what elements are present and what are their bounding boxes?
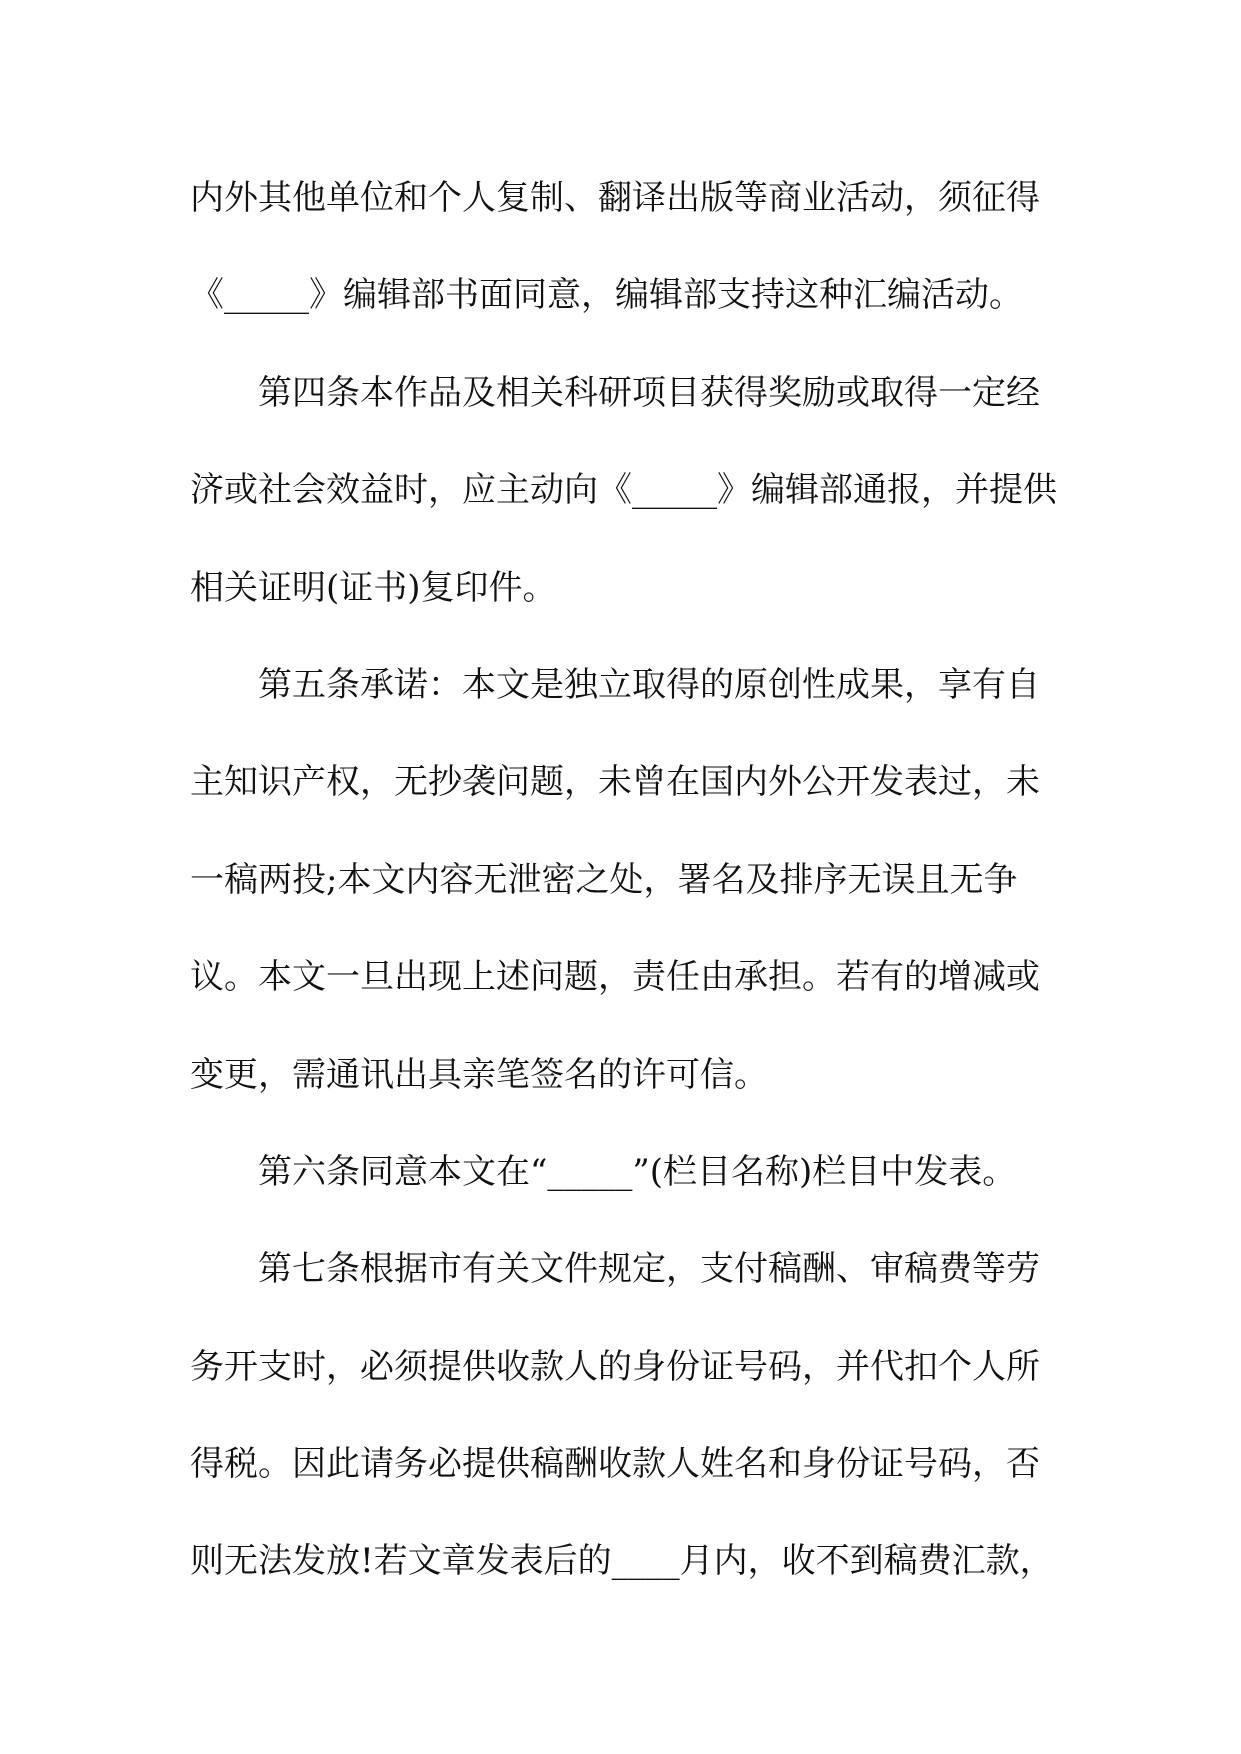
text-line: 第六条同意本文在“_____”(栏目名称)栏目中发表。 — [258, 1151, 1017, 1192]
text-line: 相关证明(证书)复印件。 — [190, 567, 557, 608]
text-line: 济或社会效益时，应主动向《_____》编辑部通报，并提供 — [190, 470, 1057, 511]
text-line: 一稿两投;本文内容无泄密之处，署名及排序无误且无争 — [190, 859, 1018, 900]
text-line: 第五条承诺：本文是独立取得的原创性成果，享有自 — [258, 664, 1040, 705]
text-line: 《_____》编辑部书面同意，编辑部支持这种汇编活动。 — [190, 275, 1023, 316]
document-body — [190, 168, 1070, 1629]
text-line: 内外其他单位和个人复制、翻译出版等商业活动，须征得 — [190, 178, 1040, 218]
text-line: 第四条本作品及相关科研项目获得奖励或取得一定经 — [258, 372, 1040, 413]
text-line: 变更，需通讯出具亲笔签名的许可信。 — [190, 1054, 768, 1095]
text-line: 第七条根据市有关文件规定，支付稿酬、审稿费等劳 — [258, 1249, 1040, 1290]
text-line: 得税。因此请务必提供稿酬收款人姓名和身份证号码，否 — [190, 1444, 1040, 1485]
text-line: 则无法发放!若文章发表后的____月内，收不到稿费汇款， — [190, 1541, 1054, 1582]
text-line: 务开支时，必须提供收款人的身份证号码，并代扣个人所 — [190, 1346, 1040, 1387]
text-line: 议。本文一旦出现上述问题，责任由承担。若有的增减或 — [190, 957, 1040, 998]
text-line: 主知识产权，无抄袭问题，未曾在国内外公开发表过，未 — [190, 762, 1040, 803]
